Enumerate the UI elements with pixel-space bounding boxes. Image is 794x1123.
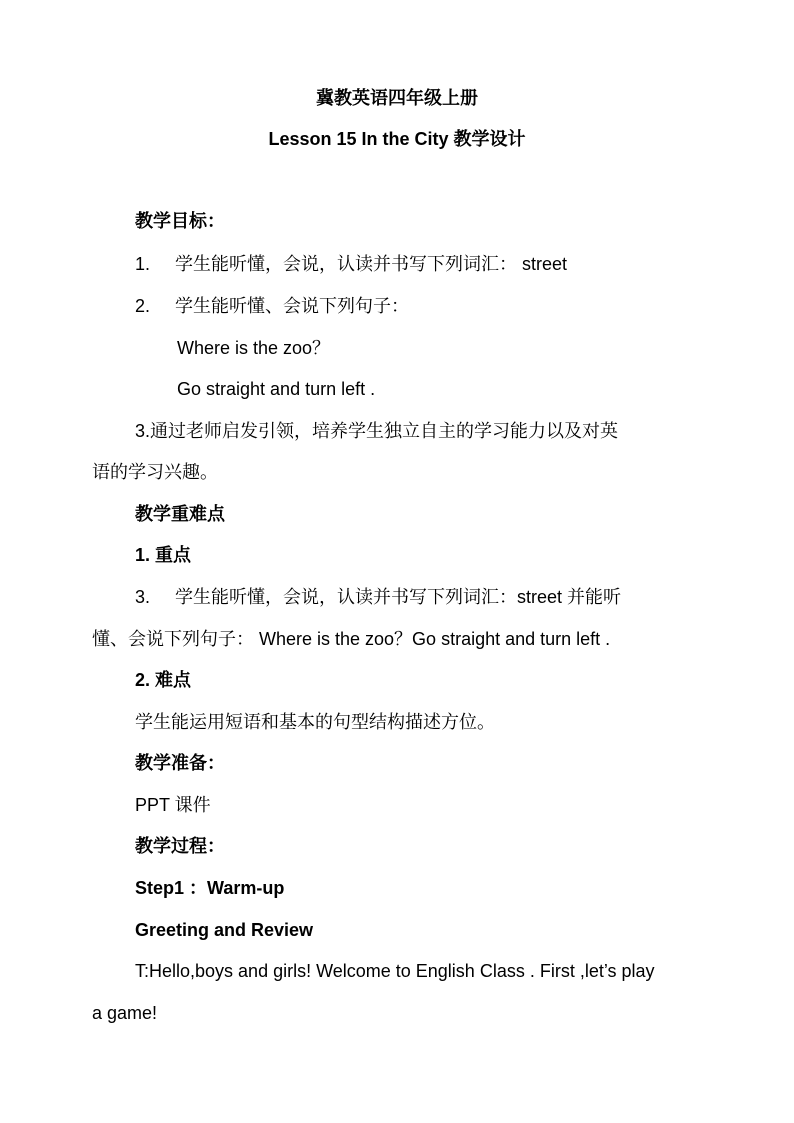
- process-text-line-1: T:Hello,boys and girls! Welcome to English Class . First ,let’s play: [135, 961, 655, 981]
- step1-subheading: Greeting and Review: [135, 920, 314, 940]
- difficulty-text: 学生能运用短语和基本的句型结构描述方位。: [135, 712, 495, 732]
- key-points-heading: 教学重难点: [135, 504, 225, 524]
- key-point-item: [135, 585, 621, 609]
- objective-item-2-number: 2.: [135, 296, 151, 316]
- objective-item-3-line-1: 3.通过老师启发引领，培养学生独立自主的学习能力以及对英: [135, 421, 619, 441]
- key-point-item-line-2: 懂、会说下列句子： Where is the zoo？Go straight and turn left .: [92, 629, 611, 649]
- objective-sentence-1: Where is the zoo？: [177, 338, 331, 358]
- objective-item-1-number: 1.: [135, 254, 151, 274]
- process-heading: 教学过程：: [135, 836, 225, 856]
- document-title: 冀教英语四年级上册: [316, 88, 478, 108]
- objective-item-1-text: 学生能听懂，会说，认读并书写下列词汇： street: [175, 254, 568, 274]
- objective-sentence-2: Go straight and turn left .: [177, 379, 376, 399]
- document-subtitle: Lesson 15 In the City 教学设计: [268, 129, 526, 149]
- objectives-heading: 教学目标：: [135, 211, 225, 231]
- key-point-item-line-1: 学生能听懂，会说，认读并书写下列词汇：street 并能听: [175, 587, 622, 607]
- objective-item-1: [135, 252, 567, 276]
- objective-item-2: [135, 294, 409, 318]
- key-point-item-number: 3.: [135, 587, 151, 607]
- step1-heading: Step1 ：Warm-up: [135, 878, 285, 898]
- process-text-line-2: a game!: [92, 1003, 158, 1023]
- preparation-heading: 教学准备：: [135, 753, 225, 773]
- objective-item-3-line-2: 语的学习兴趣。: [92, 462, 218, 482]
- key-points-subheading-2: 2. 难点: [135, 670, 192, 690]
- objective-item-2-text: 学生能听懂、会说下列句子：: [175, 296, 409, 316]
- key-points-subheading-1: 1. 重点: [135, 545, 192, 565]
- preparation-content: PPT 课件: [135, 795, 211, 815]
